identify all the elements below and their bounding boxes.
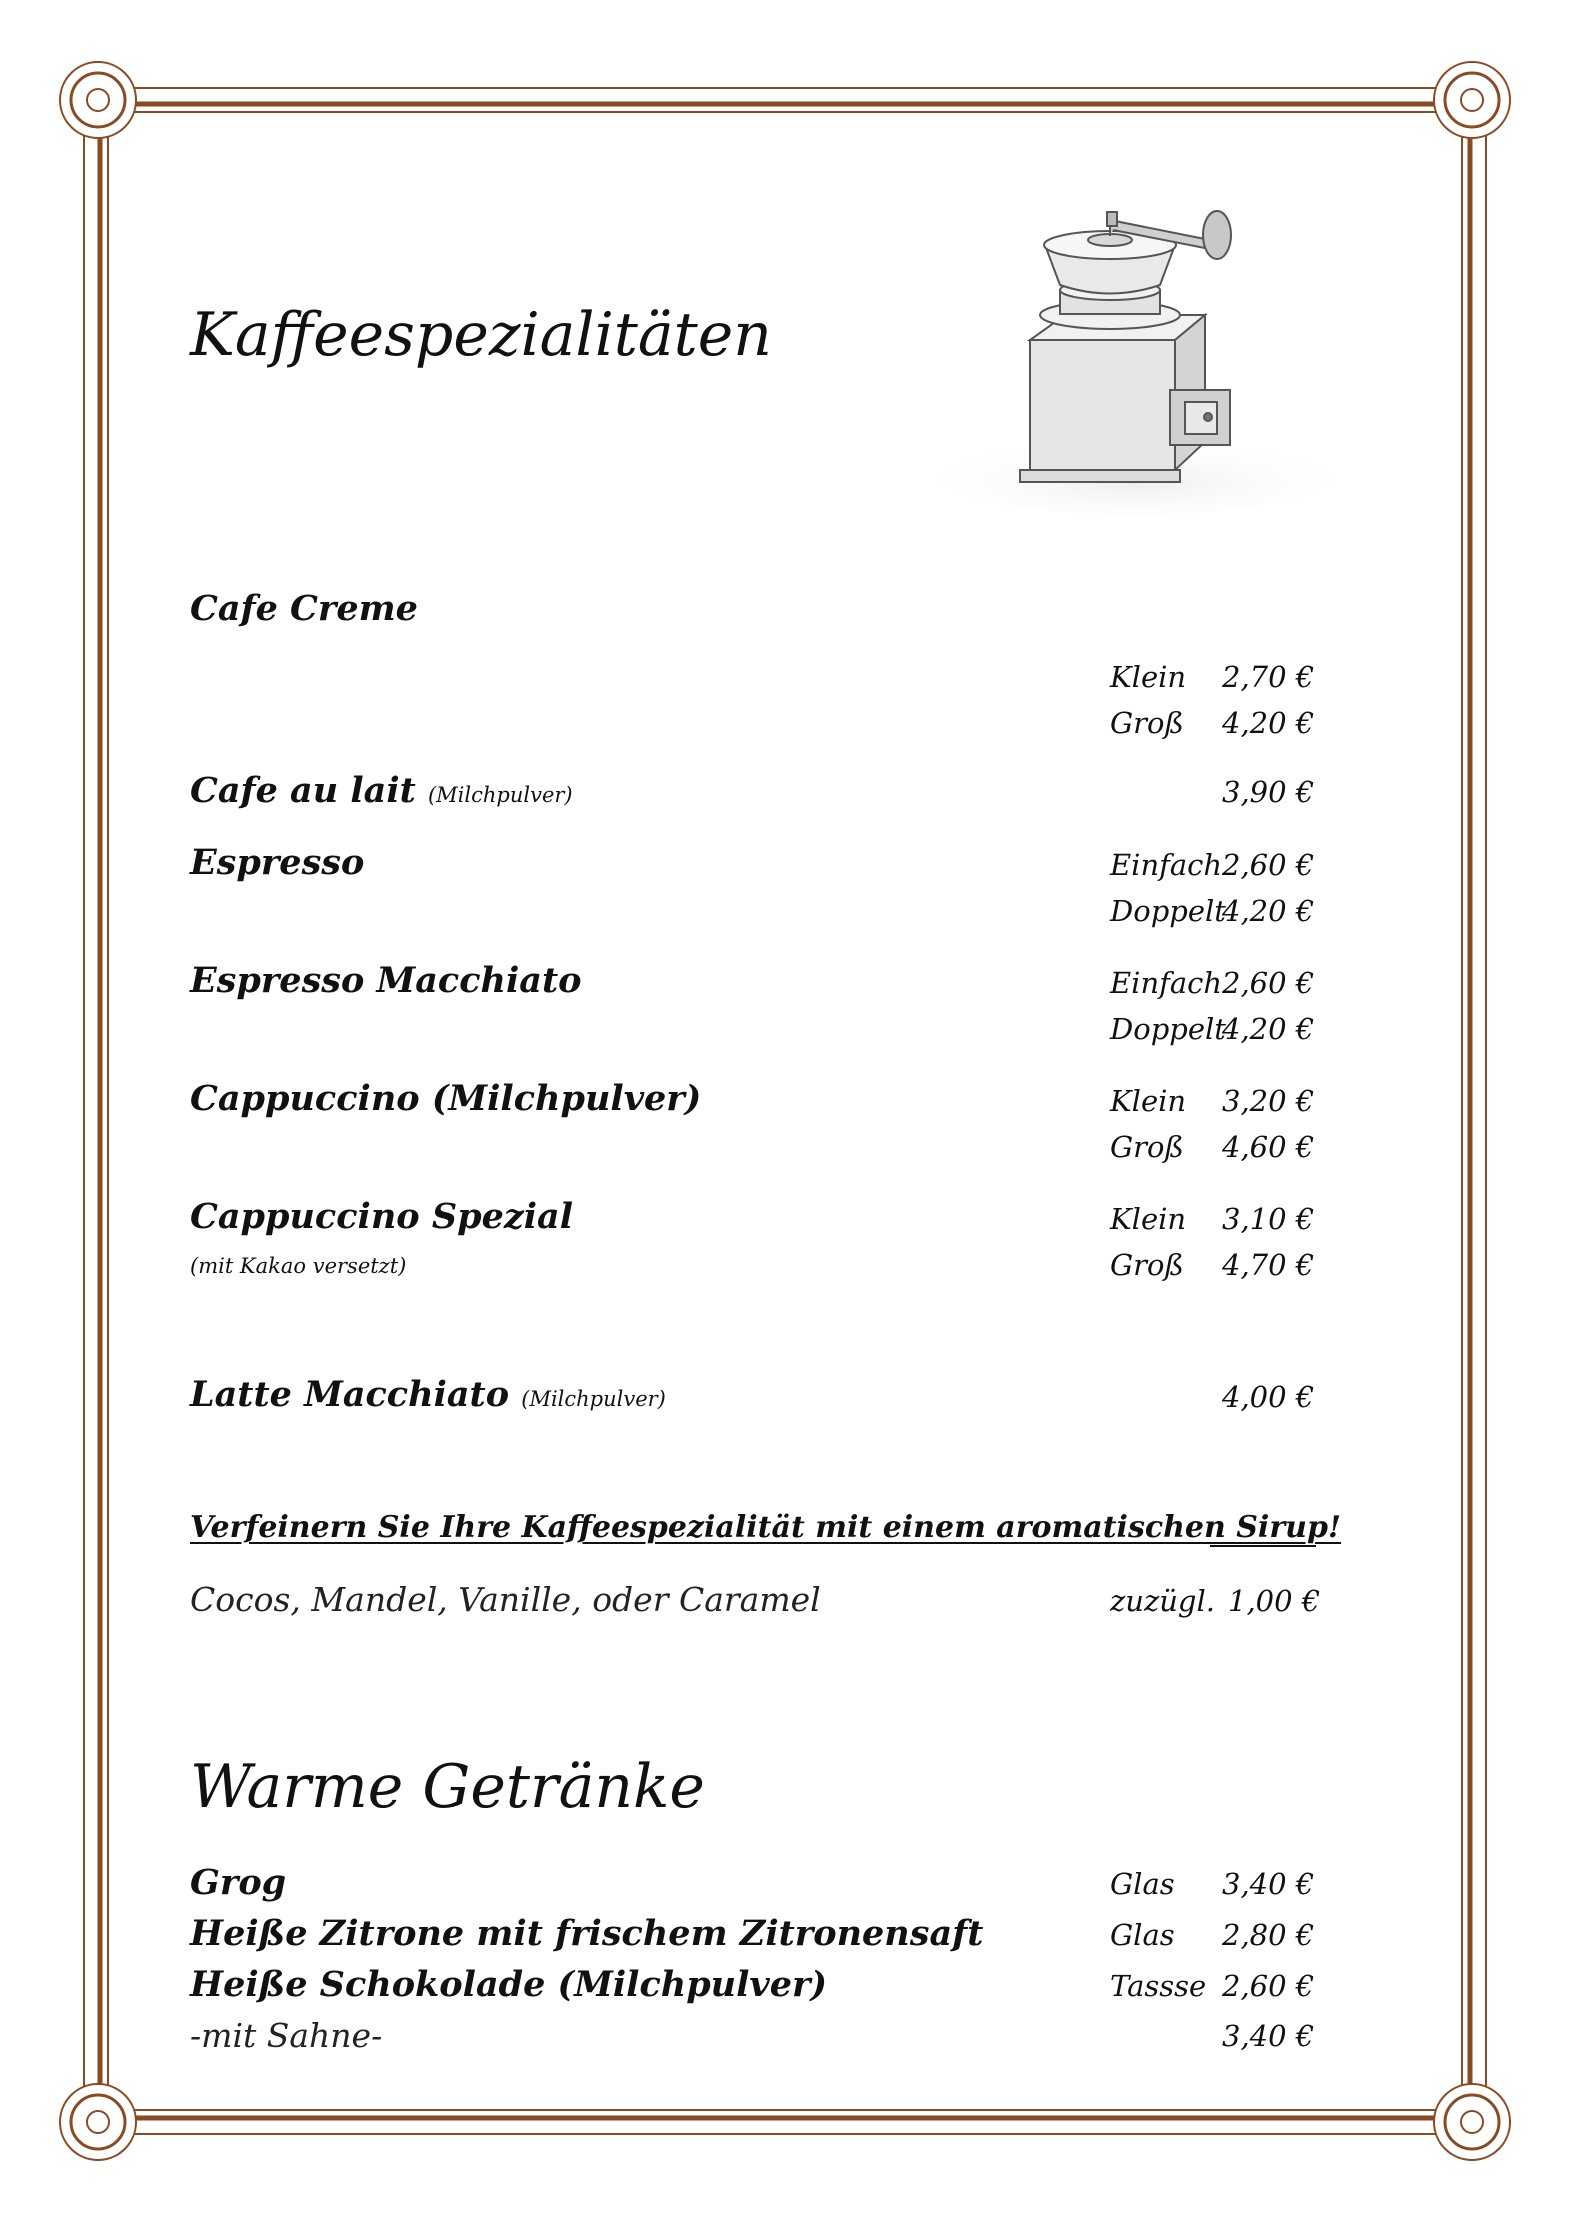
hot-lemon-unit: Glas (1110, 1918, 1175, 1952)
warm-drinks-section-title: Warme Getränke (190, 1752, 705, 1822)
syrup-flavors: Cocos, Mandel, Vanille, oder Caramel (190, 1580, 821, 1619)
syrup-headline-underline-extension (1210, 1545, 1316, 1547)
cafe-creme-price-small: 2,70 € (1222, 660, 1315, 694)
cafe-au-lait-row (190, 770, 573, 811)
cafe-au-lait-name: Cafe au lait (190, 770, 416, 811)
syrup-surcharge-label: zuzügl. (1110, 1584, 1215, 1618)
latte-macchiato-price: 4,00 € (1222, 1380, 1315, 1414)
cafe-creme-name: Cafe Creme (190, 588, 418, 629)
corner-ornament-top-right (1434, 62, 1510, 138)
espresso-name: Espresso (190, 842, 365, 883)
latte-macchiato-note: (Milchpulver) (521, 1387, 666, 1411)
cappuccino-spezial-price-large: 4,70 € (1222, 1248, 1315, 1282)
espresso-size-single: Einfach (1110, 848, 1223, 882)
espresso-macchiato-name: Espresso Macchiato (190, 960, 582, 1001)
espresso-price-double: 4,20 € (1222, 894, 1315, 928)
hot-chocolate-price: 2,60 € (1222, 1969, 1315, 2003)
cafe-creme-size-small: Klein (1110, 660, 1187, 694)
cafe-creme-size-large: Groß (1110, 706, 1184, 740)
corner-ornament-top-left (60, 62, 136, 138)
cappuccino-spezial-price-small: 3,10 € (1222, 1202, 1315, 1236)
cappuccino-spezial-note: (mit Kakao versetzt) (190, 1254, 407, 1278)
cappuccino-price-large: 4,60 € (1222, 1130, 1315, 1164)
espresso-price-single: 2,60 € (1222, 848, 1315, 882)
cappuccino-name: Cappuccino (Milchpulver) (190, 1078, 702, 1119)
cappuccino-size-small: Klein (1110, 1084, 1187, 1118)
grog-unit: Glas (1110, 1867, 1175, 1901)
cafe-au-lait-price: 3,90 € (1222, 775, 1315, 809)
syrup-surcharge-price: 1,00 € (1228, 1584, 1321, 1618)
cappuccino-spezial-size-small: Klein (1110, 1202, 1187, 1236)
with-cream-price: 3,40 € (1222, 2019, 1315, 2053)
grog-name: Grog (190, 1862, 287, 1903)
latte-macchiato-name: Latte Macchiato (190, 1374, 510, 1415)
espresso-macchiato-price-single: 2,60 € (1222, 966, 1315, 1000)
latte-macchiato-row (190, 1374, 666, 1415)
hot-chocolate-name: Heiße Schokolade (Milchpulver) (190, 1964, 828, 2005)
with-cream-name: -mit Sahne- (190, 2016, 383, 2055)
coffee-section-title: Kaffeespezialitäten (190, 300, 772, 370)
grog-price: 3,40 € (1222, 1867, 1315, 1901)
espresso-macchiato-size-single: Einfach (1110, 966, 1223, 1000)
cappuccino-spezial-size-large: Groß (1110, 1248, 1184, 1282)
cafe-au-lait-note: (Milchpulver) (427, 783, 573, 807)
cappuccino-price-small: 3,20 € (1222, 1084, 1315, 1118)
hot-lemon-name: Heiße Zitrone mit frischem Zitronensaft (190, 1913, 984, 1954)
cafe-creme-price-large: 4,20 € (1222, 706, 1315, 740)
cappuccino-spezial-name: Cappuccino Spezial (190, 1196, 573, 1237)
hot-lemon-price: 2,80 € (1222, 1918, 1315, 1952)
espresso-macchiato-size-double: Doppelt (1110, 1012, 1226, 1046)
coffee-grinder-illustration (935, 210, 1345, 520)
espresso-macchiato-price-double: 4,20 € (1222, 1012, 1315, 1046)
cappuccino-size-large: Groß (1110, 1130, 1184, 1164)
corner-ornament-bottom-right (1434, 2084, 1510, 2160)
hot-chocolate-unit: Tassse (1110, 1969, 1207, 2003)
espresso-size-double: Doppelt (1110, 894, 1226, 928)
corner-ornament-bottom-left (60, 2084, 136, 2160)
syrup-headline: Verfeinern Sie Ihre Kaffeespezialität mit einem aromatischen Sirup! (190, 1510, 1342, 1545)
